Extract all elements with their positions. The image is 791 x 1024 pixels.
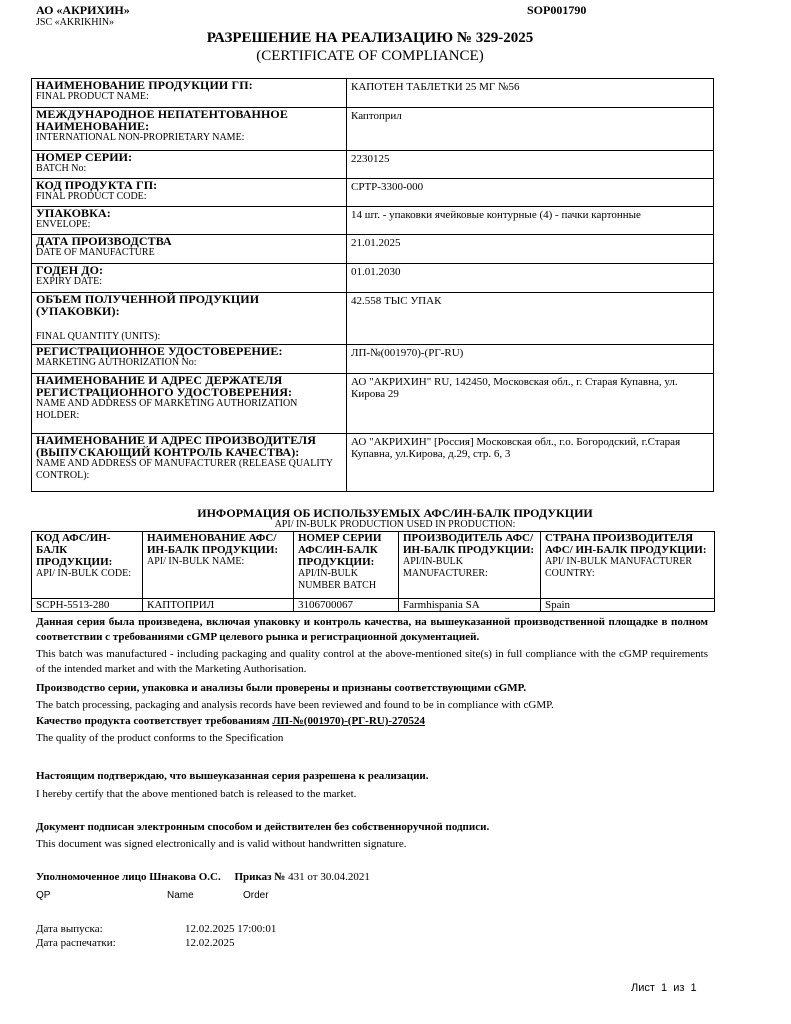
row-marketing-authorization (32, 345, 714, 374)
product-info-table (31, 78, 714, 492)
label-ru: ГОДЕН ДО: (36, 263, 104, 277)
api-header-ru: НОМЕР СЕРИИ АФС/ИН-БАЛК ПРОДУКЦИИ: (298, 532, 382, 568)
value: CPTP-3300-000 (351, 181, 424, 193)
api-header-en: API/ IN-BULK CODE: (36, 568, 131, 579)
api-country-cell: Spain (541, 599, 715, 612)
label-name: Name (167, 890, 194, 901)
label-en: BATCH No: (36, 163, 87, 174)
qp-line (36, 871, 370, 883)
value: 21.01.2025 (351, 237, 401, 249)
order-label: Приказ № (234, 871, 286, 883)
api-manufacturer-cell: Farmhispania SA (399, 599, 541, 612)
row-product-code (32, 179, 714, 207)
api-batch-cell: 3106700067 (294, 599, 399, 612)
row-expiry-date (32, 264, 714, 293)
row-inn (32, 108, 714, 151)
row-quantity (32, 293, 714, 345)
row-manufacturer (32, 434, 714, 492)
label-ru: РЕГИСТРАЦИОННОЕ УДОСТОВЕРЕНИЕ: (36, 344, 283, 358)
electronic-signature-en: This document was signed electronically and is valid without handwritten signature. (36, 838, 407, 850)
page-number: Лист 1 из 1 (631, 982, 697, 994)
label-en: DATE OF MANUFACTURE (36, 247, 155, 258)
value: 2230125 (351, 153, 390, 165)
value: АО "АКРИХИН" [Россия] Московская обл., г.о. Богородский, г.Старая Купавна, ул.Кирова, д.29, стр. 6, 3 (351, 436, 681, 460)
qp-name: Шнакова О.С. (149, 871, 221, 883)
api-table (31, 531, 715, 612)
label-qp: QP (36, 890, 51, 901)
document-title-en: (CERTIFICATE OF COMPLIANCE) (256, 48, 484, 64)
specification-reference: ЛП-№(001970)-(РГ-RU)-270524 (272, 715, 426, 727)
value: КАПОТЕН ТАБЛЕТКИ 25 МГ №56 (351, 81, 520, 93)
api-name-cell: КАПТОПРИЛ (143, 599, 294, 612)
label-en: FINAL PRODUCT CODE: (36, 191, 147, 202)
value: ЛП-№(001970)-(РГ-RU) (351, 347, 464, 359)
api-header-ru: ПРОИЗВОДИТЕЛЬ АФС/ ИН-БАЛК ПРОДУКЦИИ: (403, 532, 535, 556)
label-ru: УПАКОВКА: (36, 206, 111, 220)
row-batch (32, 151, 714, 179)
label-en: EXPIRY DATE: (36, 276, 103, 287)
document-title-ru: РАЗРЕШЕНИЕ НА РЕАЛИЗАЦИЮ № 329-2025 (206, 30, 534, 46)
statement-quality-text: Качество продукта соответствует требованиям (36, 715, 270, 727)
value: Каптоприл (351, 110, 402, 122)
label-en: FINAL QUANTITY (UNITS): (36, 331, 161, 342)
value: 42.558 ТЫС УПАК (351, 295, 442, 307)
row-product-name (32, 79, 714, 108)
company-name-en: JSC «AKRIKHIN» (36, 17, 115, 28)
value: АО "АКРИХИН" RU, 142450, Московская обл., г. Старая Купавна, ул. Кирова 29 (351, 376, 678, 400)
label-en: INTERNATIONAL NON-PROPRIETARY NAME: (36, 132, 245, 143)
api-header-en: API/ IN-BULK MANUFACTURER COUNTRY: (545, 556, 693, 579)
api-header-ru: НАИМЕНОВАНИЕ АФС/ИН-БАЛК ПРОДУКЦИИ: (147, 532, 279, 556)
label-en: FINAL PRODUCT NAME: (36, 91, 149, 102)
api-code-cell: SCPH-5513-280 (32, 599, 143, 612)
api-header-ru: СТРАНА ПРОИЗВОДИТЕЛЯ АФС/ ИН-БАЛК ПРОДУКЦИИ: (545, 532, 707, 556)
issue-date-value: 12.02.2025 17:00:01 (185, 923, 277, 935)
api-header-row (32, 532, 715, 599)
api-header-en: API/IN-BULK NUMBER BATCH (298, 568, 377, 591)
label-ru: МЕЖДУНАРОДНОЕ НЕПАТЕНТОВАННОЕ НАИМЕНОВАНИЕ: (36, 107, 288, 133)
row-envelope (32, 207, 714, 235)
api-section-title-ru: ИНФОРМАЦИЯ ОБ ИСПОЛЬЗУЕМЫХ АФС/ИН-БАЛК ПРОДУКЦИИ (197, 506, 593, 520)
order-text: 431 от 30.04.2021 (288, 871, 370, 883)
label-en: NAME AND ADDRESS OF MANUFACTURER (RELEASE QUALITY CONTROL): (36, 458, 333, 481)
issue-date-label: Дата выпуска: (36, 923, 103, 935)
statement-records-ru: Производство серии, упаковка и анализы были проверены и признаны соответствующими cGMP. (36, 682, 527, 694)
label-ru: НАИМЕНОВАНИЕ И АДРЕС ДЕРЖАТЕЛЯ РЕГИСТРАЦИОННОГО УДОСТОВЕРЕНИЯ: (36, 373, 293, 399)
row-manufacture-date (32, 235, 714, 264)
label-en: ENVELOPE: (36, 219, 91, 230)
api-header-en: API/ IN-BULK NAME: (147, 556, 245, 567)
row-ma-holder (32, 374, 714, 434)
print-date-value: 12.02.2025 (185, 937, 235, 949)
label-ru: НАИМЕНОВАНИЕ ПРОДУКЦИИ ГП: (36, 78, 253, 92)
label-order: Order (243, 890, 269, 901)
api-header-ru: КОД АФС/ИН-БАЛК ПРОДУКЦИИ: (36, 532, 113, 568)
label-en: NAME AND ADDRESS OF MARKETING AUTHORIZATION HOLDER: (36, 398, 298, 421)
label-ru: НАИМЕНОВАНИЕ И АДРЕС ПРОИЗВОДИТЕЛЯ (ВЫПУСКАЮЩИЙ КОНТРОЛЬ КАЧЕСТВА): (36, 433, 316, 459)
statement-gmp-ru: Данная серия была произведена, включая упаковку и контроль качества, на вышеуказанной производственной площадке в полном соответствии с требованиями cGMP целевого рынка и регистрационной документацией. (36, 616, 708, 643)
api-section-title-en: API/ IN-BULK PRODUCTION USED IN PRODUCTION: (274, 519, 516, 530)
label-en: MARKETING AUTHORIZATION No: (36, 357, 197, 368)
label-ru: НОМЕР СЕРИИ: (36, 150, 133, 164)
electronic-signature-ru: Документ подписан электронным способом и действителен без собственноручной подписи. (36, 821, 490, 833)
statement-quality-en: The quality of the product conforms to the Specification (36, 732, 284, 744)
value: 14 шт. - упаковки ячейковые контурные (4) - пачки картонные (351, 209, 641, 221)
company-name-ru: АО «АКРИХИН» (36, 3, 130, 17)
qp-label: Уполномоченное лицо (36, 871, 147, 883)
label-ru: КОД ПРОДУКТА ГП: (36, 178, 158, 192)
statement-gmp-en: This batch was manufactured - including packaging and quality control at the above-mentioned site(s) in full compliance with the cGMP requirements of the intended market and with the Marketing Authorisation. (36, 648, 708, 675)
statement-records-en: The batch processing, packaging and analysis records have been reviewed and found to be in compliance with cGMP. (36, 699, 554, 711)
label-ru: ДАТА ПРОИЗВОДСТВА (36, 234, 172, 248)
certification-en: I hereby certify that the above mentioned batch is released to the market. (36, 788, 357, 800)
document-code: SOP001790 (527, 3, 587, 17)
certification-ru: Настоящим подтверждаю, что вышеуказанная серия разрешена к реализации. (36, 770, 429, 782)
print-date-label: Дата распечатки: (36, 937, 116, 949)
label-ru: ОБЪЕМ ПОЛУЧЕННОЙ ПРОДУКЦИИ (УПАКОВКИ): (36, 292, 260, 318)
statement-quality-ru (36, 714, 425, 729)
value: 01.01.2030 (351, 266, 401, 278)
table-row (32, 599, 715, 612)
api-header-en: API/IN-BULK MANUFACTURER: (403, 556, 488, 579)
